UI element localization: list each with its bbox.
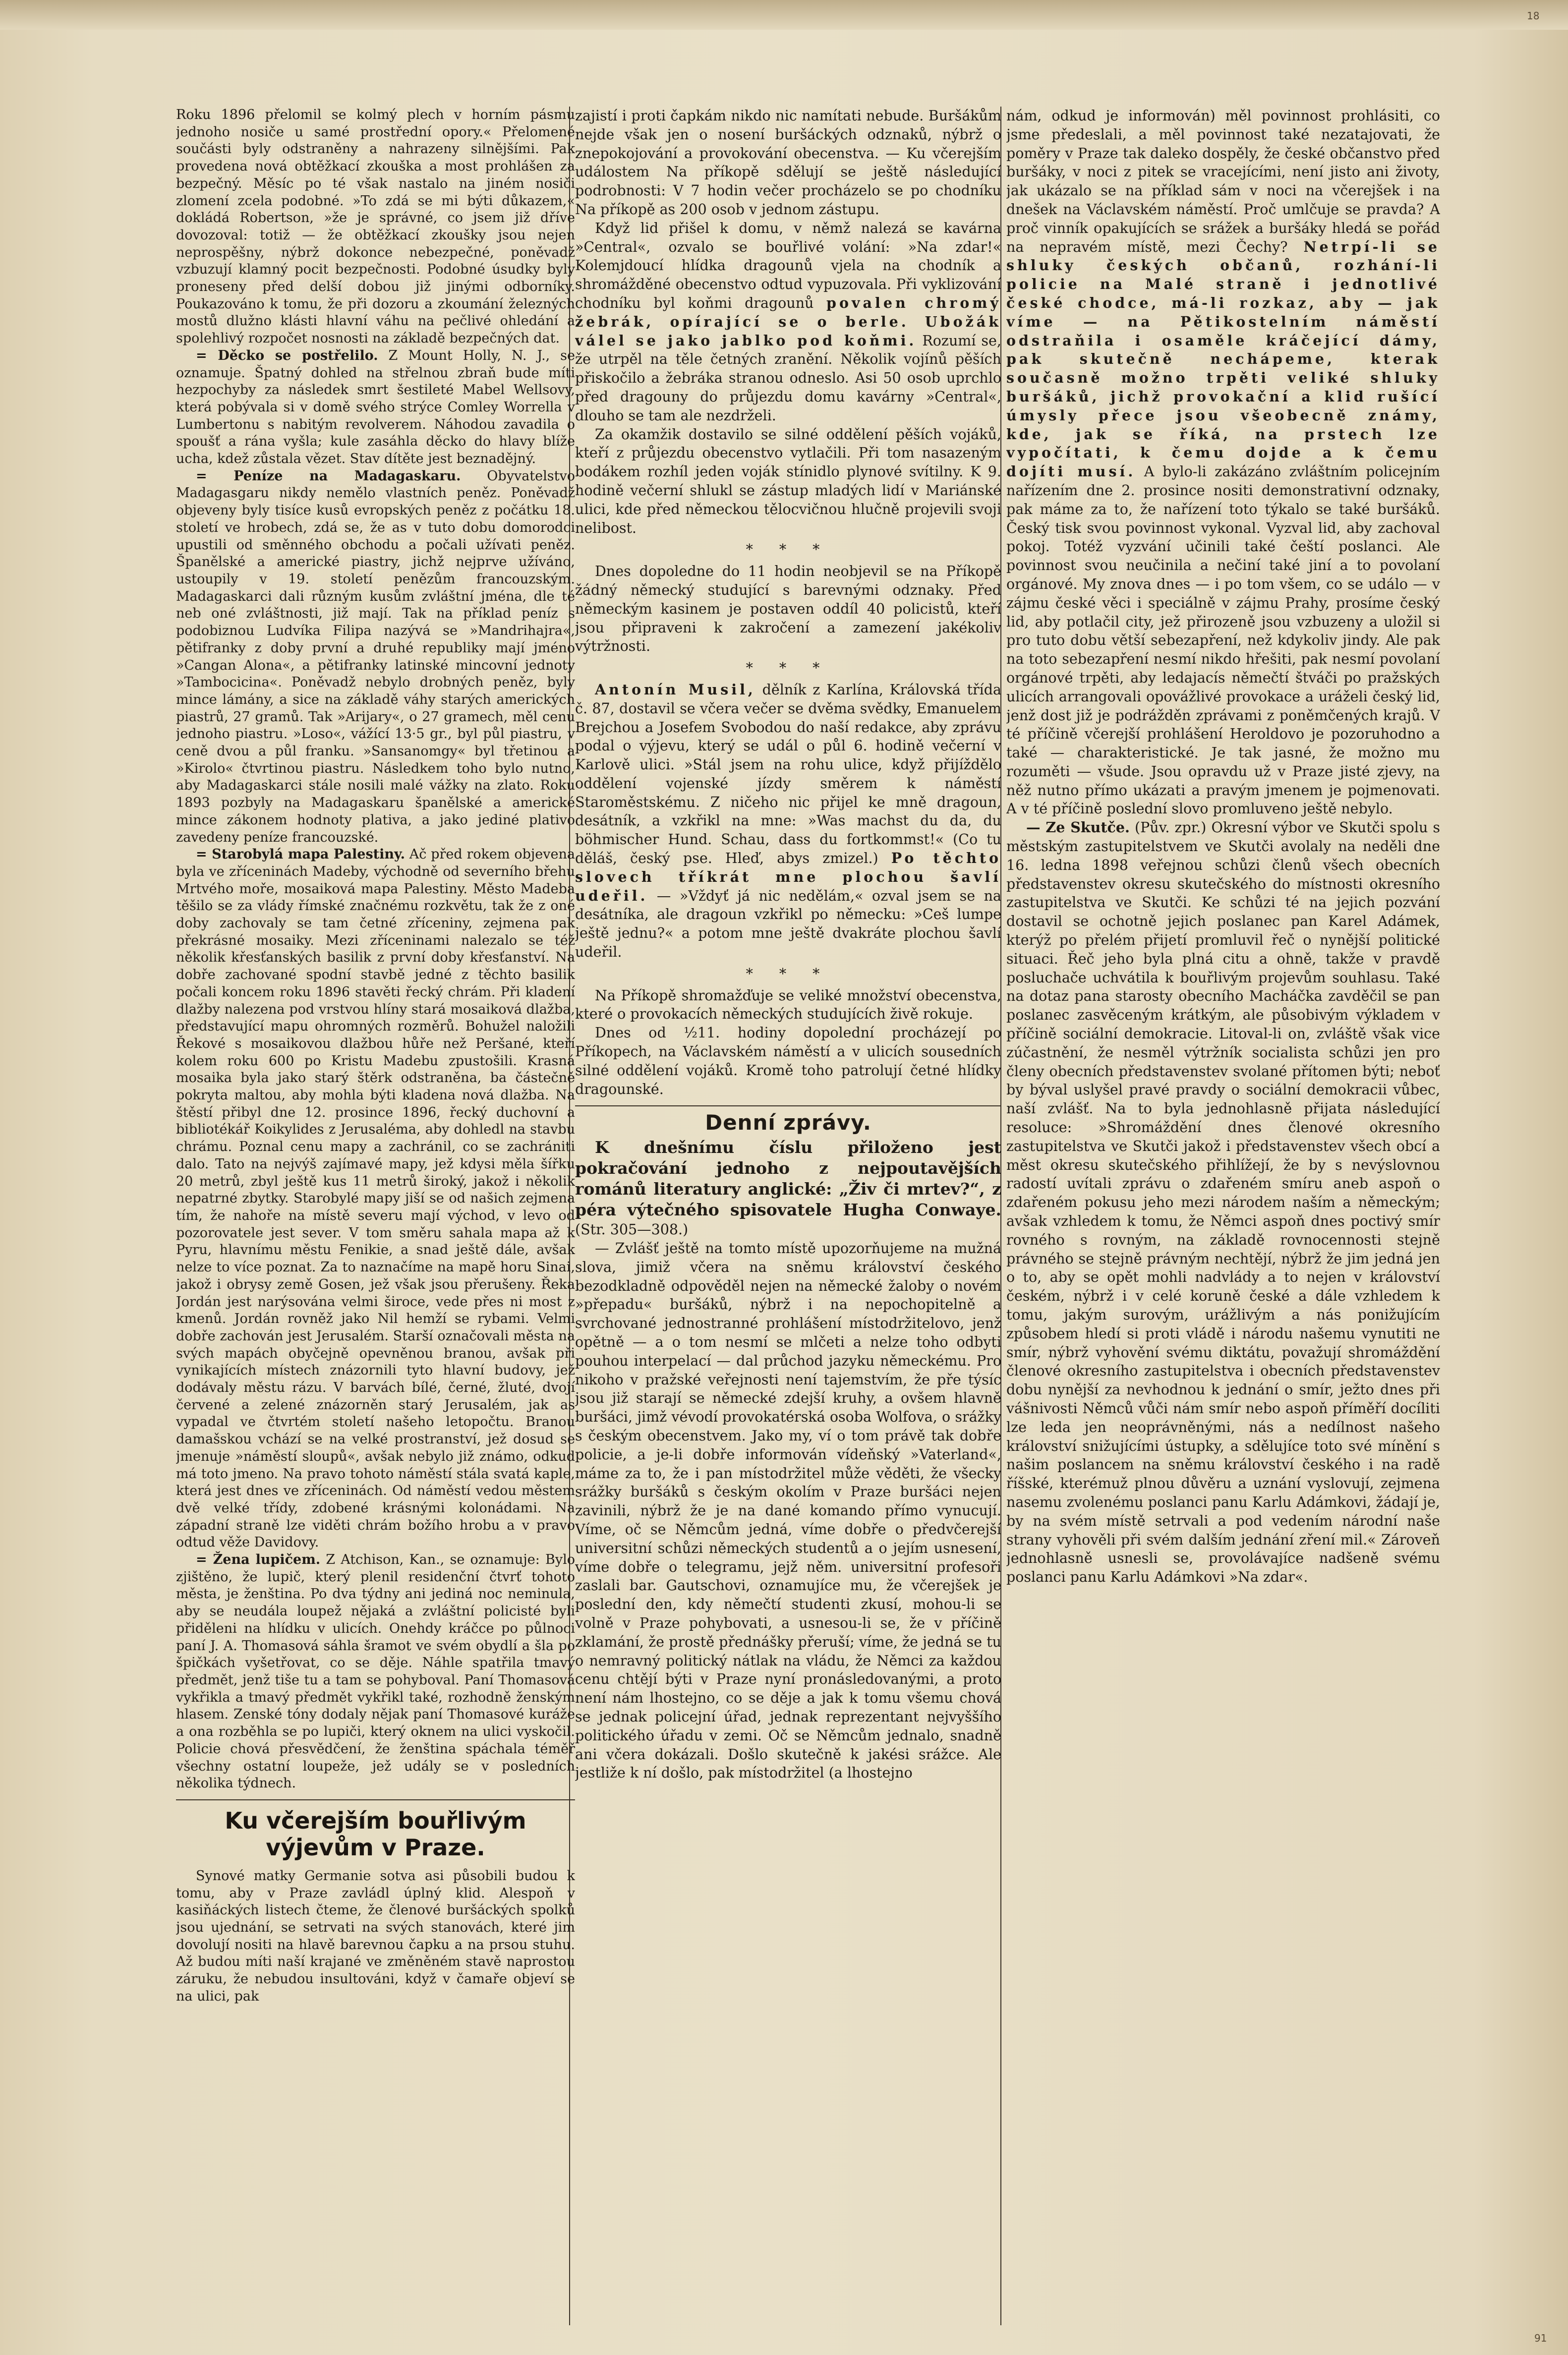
divider <box>575 1105 1001 1106</box>
asterism: * * * <box>746 965 831 982</box>
paragraph: Synové matky Germanie sotva asi působili budou k tomu, aby v Praze zavládl úplný klid. Alespoň v kasiňáckých listech čteme, že členové buršáckých spolků jsou ujednání, se setrvati na svých stanovách, které jim dovolují nositi na hlavě barevnou čapku a na prsou stuhu. Až budou míti naší krajané ve změněném stavě naprostou záruku, že nebudou insultováni, když v čamaře objeví se na ulici, pak <box>176 1868 575 2004</box>
text-run: Rozumí se, že utrpěl na těle četných zranění. Několik vojínů pěších přiskočilo a žebráka stranou odneslo. Asi 50 osob uprchlo před dragouny do průjezdu domu kavárny »Central«, dlouho se tam ale nezdrželi. <box>575 332 1001 424</box>
column-3 <box>1006 107 1440 2325</box>
asterism: * * * <box>746 660 831 677</box>
emphasis-text: Netrpí-li se shluky českých občanů, rozhání-li policie na Malé straně i jednotlivé české chodce, má-li rozkaz, aby — jak víme — na Pětikostelním náměstí odstraňila i osaměle kráčející dámy, pak skutečně nechápeme, kterak současně možno trpěti veliké shluky buršáků, jichž provokační a klid rušící úmysly přece jsou všeobecně známy, kde, jak se říká, na prstech lze vypočítati, k čemu dojde a k čemu dojíti musí. <box>1006 238 1440 480</box>
paragraph: Za okamžik dostavilo se silné oddělení pěších vojáků, kteří z průjezdu obecenstvo vytlačili. Při tom nasazeným bodákem rozhíl jeden voják stínidlo plynové svítilny. K 9. hodině večerní shlukl se zástup mladých lidí v Mariánské ulici, kde před německou tělocvičnou hlučně projevili svoji nelibost. <box>575 426 1001 536</box>
corner-mark-bottom: 91 <box>1534 2332 1547 2344</box>
news-item <box>176 846 575 1551</box>
item-heading: = Peníze na Madagaskaru. <box>196 468 461 484</box>
person-name: Antonín Musil, <box>595 681 756 698</box>
paragraph: Dnes od ½11. hodiny dopolední procházejí po Příkopech, na Václavském náměstí a v ulicích sousedních silné oddělení vojáků. Kromě toho patrolují četné hlídky dragounské. <box>575 1025 1001 1097</box>
emphasis-text: povalen chromý žebrák, opírající se o berle. Ubožák válel se jako jablko pod koňmi. <box>575 294 1001 349</box>
text-run: nám, odkud je informován) měl povinnost prohlásiti, co jsme předeslali, a měl povinnost také nezatajovati, že poměry v Praze tak daleko dospěly, že české občanstvo před buršáky, v noci z pitek se vracejícími, není jisto ani životy, jak ukázalo se na příklad sám v noci na včerejšek i na dnešek na Václavském náměstí. Proč umlčuje se pravda? A proč vinník opakujících se srážek a buršáky hledá se pořád na nepravém místě, mezi Čechy? <box>1006 108 1440 255</box>
item-heading: = Starobylá mapa Palestiny. <box>196 847 405 862</box>
paragraph: Roku 1896 přelomil se kolmý plech v horním pásmu jednoho nosiče u samé prostřední opory.« Přelomené součásti byly odstraněny a nahrazeny silnějšími. Pak provedena nová obtěžkací zkouška a most prohlášen za bezpečný. Měsíc po té však nastalo na jiném nosiči zlomení zcela podobné. »To zdá se mi býti důkazem,« dokládá Robertson, »že je správné, co jsem již dříve dovozoval: totiž — že obtěžkací zkoušky jsou nejen neprospěšny, nýbrž dokonce nebezpečné, poněvadž vzbuzují klamný pocit bezpečnosti. Podobné úsudky byly proneseny před delší dobou již jinými odborníky. Poukazováno k tomu, že při dozoru a zkoumání železných mostů dlužno klásti hlavní váhu na pečlivé ohledání a spolehlivý rozpočet nosnosti na základě bezpečných dat. <box>176 107 575 346</box>
column-1 <box>176 107 575 2325</box>
page-range: (Str. 305—308.) <box>575 1221 689 1238</box>
divider <box>176 1799 575 1800</box>
text-run: Když lid přišel k domu, v němž nalezá se kavárna »Central«, ozvalo se bouřlivé volání: »Na zdar!« Kolemjdoucí hlídka dragounů vjela na chodník a shromážděné obecenstvo odtud vypuzovala. Při vyklizování chodníku byl koňmi dragounů <box>575 220 1001 311</box>
notice-text: K dnešnímu číslu přiloženo jest pokračování jednoho z nejpoutavějších románů literatury anglické: <box>575 1138 1001 1199</box>
paragraph <box>1006 107 1440 818</box>
supplement-notice <box>575 1137 1001 1239</box>
paragraph <box>575 681 1001 962</box>
item-heading: = Žena lupičem. <box>196 1552 321 1568</box>
emphasis-text: Po těchto slovech tříkrát mne plochou šavlí udeřil. <box>575 850 1001 904</box>
column-2 <box>575 107 1001 2325</box>
paragraph: Dnes dopoledne do 11 hodin neobjevil se na Příkopě žádný německý studující s barevnými odznaky. Před německým kasinem je postaven oddíl 40 policistů, kteří jsou připraveni k zakročení a zamezení jakékoliv výtržnosti. <box>575 563 1001 655</box>
article-headline: Ku včerejším bouřlivým výjevům v Praze. <box>225 1807 526 1861</box>
text-run: A bylo-li zakázáno zvláštním policejním nařízením dne 2. prosince nositi demonstrativní odznaky, pak máme za to, že nařízení toto týkalo se také buršáků. Český tisk svou povinnost vykonal. Vyzval lid, aby zachoval pokoj. Totéž vyzvání učinili také čeští poslanci. Ale povinnost svou neučinila a nečiní také jiní a to povolaní orgánové. My znova dnes — i po tom všem, co se událo — v zájmu české věci i speciálně v zájmu Prahy, prosíme český lid, aby potlačil city, jež přirozeně jsou vzbuzeny a uložil si pro tuto dobu větší sebezapření, než kdykoliv jindy. Ale pak na toto sebezapření nesmí nikdo hřešiti, pak nesmí povolaní orgánové trpěti, aby ledajacís němečtí štváči po pražských ulicích arrangovali opovážlivé provokace a uráželi český lid, jenž dost již je podrážděn zprávami z poněmčených krajů. V té příčině včerejší prohlášení Heroldovo je pozoruhodno a také — charakteristické. Je tak jasné, že možno mu rozuměti — všude. Jsou opravdu už v Praze jisté zjevy, na něž nutno přímo ukázati a pravým jmenem je pojmenovati. A v té příčině poslední slovo promluveno ještě nebylo. <box>1006 463 1440 817</box>
item-text: Obyvatelstvo Madagasgaru nikdy nemělo vlastních peněz. Poněvadž objeveny byly tisíce kusů evropských peněz z počátku 18. století ve hrobech, zdá se, že as v tuto dobu domorodci upustili od směnného obchodu a počali užívati peněz. Španělské a americké piastry, jichž nejprve užíváno, ustoupily v 19. století penězům francouzským. Madagaskarci dali různým kusům zvláštní jména, dle té neb oné zvláštnosti, již mají. Tak na příklad peníz s podobiznou Ludvíka Filipa nazývá se »Mandrihajra«, pětifranky z doby první a druhé republiky mají jméno »Cangan Alona«, a pětifranky latinské mincovní jednoty »Tambocicina«. Poněvadž nebylo drobných peněz, byly mince lámány, a sice na základě váhy starých amerických piastrů, 27 gramů. Tak »Arijary«, o 27 gramech, měl cenu jednoho piastru. »Loso«, vážící 13·5 gr., byl půl piastru, v ceně dvou a půl franku. »Sansanomgy« byl třetinou a »Kirolo« čtvrtinou piastru. Následkem toho bylo nutno, aby Madagaskarci stále nosili malé vážky na zlato. Roku 1893 pozbyly na Madagaskaru španělské a americké mince zákonem hodnoty plativa, a jako jediné plativo zavedeny peníze francouzské. <box>176 468 575 845</box>
item-text: Z Mount Holly, N. J., se oznamuje. Špatný dohled na střelnou zbraň bude míti hezpochyby za následek smrt šestileté Mabel Wellsovy, která pobývala si v domě svého strýce Comley Worrella v Lumbertonu s nabitým revolverem. Náhodou zavadila o spoušť a rána vyšla; kule zasáhla děcko do hlavy blíže ucha, kdež zůstala vězet. Stav dítěte jest beznadějný. <box>176 347 575 467</box>
item-heading: — Ze Skutče. <box>1026 819 1130 836</box>
item-heading: = Děcko se postřelilo. <box>196 347 378 363</box>
item-text: (Pův. zpr.) Okresní výbor ve Skutči spolu s městským zastupitelstvem ve Skutči avolaly na neděli dne 16. ledna 1898 veřejnou schůzi členů všech obecních představenstev okresu skutečského do místnosti okresního zastupitelstva ve Skutči. Ke schůzi té na jejich pozvání dostavil se ochotně jejich poslanec pan Karel Adámek, kterýž po přelém přijetí promluvil řeč o nynější politické situaci. Řeč jeho byla plná citu a ohně, takže v pravdě posluchače uchvátila k bouřlivým projevům souhlasu. Také na dotaz pana starosty obecního Macháčka zavděčil se pan poslanec zasvěceným krátkým, ale působivým výkladem v příčině sociální demokracie. Litoval-li on, zvláště však vice zúčastnění, že nesměl výtržník socialista schůzi jen pro členy obecních představenstev svolané přítomen býti; neboť by býval uslyšel pravé pravdy o sociální demokracii vůbec, naší zvlášť. Na to byla jednohlasně přijata následující resoluce: »Shromáždění dnes členové okresního zastupitelstva ve Skutči jakož i představenstev všech obcí a měst okresu skutečského přihlížejí, že by s nevýslovnou radostí uvítali zprávu o zdařeném smíru aneb aspoň o zdařeném pokusu jeho mezi národem naším a německým; avšak vzhledem k tomu, že Němci aspoň dnes poctivý smír rovného s rovným, na základě rovnocennosti stejně právného se stejně právným nechtějí, nýbrž že jim jedná jen o to, aby se opět mohli nadvlády a to nejen v království českém, nýbrž i v celé koruně české a dále vzhledem k tomu, jakým surovým, urážlivým a nás ponižujícím způsobem hledí si proti vládě i národu našemu vynutiti ne smír, nýbrž vyhovění svému diktátu, považují shromáždění členové okresního zastupitelstva i obecních představenstev dobu nynější za nevhodnou k jednání o smír, ježto dnes při vášnivosti Němců vůči nám smír nebo aspoň příměří docíliti lze leda jen neoprávněnými, nás a nedílnost našeho království snižujícími ústupky, a sdělujíce toto své mínění s našim poslancem na sněmu království českého i na radě říšské, kterémuž plnou důvěru a uznání vyslovují, zejmena nasemu zvolenému poslanci panu Karlu Adámkovi, žádají je, by na svém místě setrvali a pod vedením národní naše strany vyhověli při svém dalším jednání zření mil.« Zároveň jednohlasně usnesli se, provolávajíce nadšeně svému poslanci panu Karlu Adámkovi »Na zdar«. <box>1006 819 1440 1586</box>
paragraph <box>575 219 1001 425</box>
paragraph: — Zvlášť ještě na tomto místě upozorňujeme na mužná slova, jimiž včera na sněmu království českého bezodkladně odpověděl nejen na německé žaloby o novém »přepadu« buršáků, nýbrž i na nepochopitelně a svrchované jednostranné prohlášení místodržitelovo, jenž opětně — a o tom nesmí se mlčeti a nelze toho odbyti pouhou interpelací — dal průchod jazyku německému. Pro nikoho v pražské veřejnosti není tajemstvím, že pře týsíc jsou již starají se německé zdejší kruhy, a ovšem hlavně buršáci, jimž vévodí provokatérská osoba Wolfova, o srážky s českým obecenstvem. Jako my, ví o tom právě tak dobře policie, a je-li dobře informován vídeňský »Vaterland«, máme za to, že i pan místodržitel může věděti, že všecky srážky buršáků s českým okolím v Praze buršáci nejen zavinili, nýbrž že je na dané komando přímo vynucují. Víme, oč se Němcům jedná, víme dobře o předvčerejší universitní schůzi německých studentů a o jejím usnesení, víme dobře o telegramu, jejž něm. universitní profesoři zaslali bar. Gautschovi, oznamujíce mu, že včerejšek je poslední den, kdy němečtí studenti zkusí, mohou-li se volně v Praze pohybovati, a usnesou-li se, že v příčině zklamání, že prostě přednášky přeruší; víme, že jedná se tu o nemravný politický nátlak na vládu, že Němci za každou cenu chtějí býti v Praze nyní pronásledovanými, a proto není nám lhostejno, co se děje a jak k tomu všemu chová se jednak policejní úřad, jednak reprezentant nejvyššího politického úřadu v zemi. Oč se Němcům jednalo, snadně ani včera dokázali. Došlo skutečně k jakési srážce. Ale jestliže k ní došlo, pak místodržitel (a lhostejno <box>575 1240 1001 1781</box>
novel-title: „Živ či mrtev?“, z péra výtečného spisovatele Hugha Conwaye. <box>575 1179 1001 1220</box>
page-top-edge <box>0 0 1568 30</box>
item-text: Z Atchison, Kan., se oznamuje: Bylo zjištěno, že lupič, který plenil residenční čtvrť tohoto města, je ženština. Po dva týdny ani jediná noc neminula, aby se neudála loupež nějaká a zvláštní policisté byli přiděleni na hlídku v ulicích. Onehdy kráčce po půlnoci paní J. A. Thomasová sáhla šramot ve svém obydlí a šla po špičkách vyšetřovat, co se děje. Náhle spatřila tmavý předmět, jenž tiše tu a tam se pohyboval. Paní Thomasová vykřikla a tmavý předmět vykřikl také, rozhodně ženským hlasem. Zenské tóny dodaly nějak paní Thomasové kuráže a ona rozběhla se po lupiči, který oknem na ulici vyskočil. Policie chová přesvědčení, že ženština spáchala téměř všechny ostatní loupeže, jež udály se v posledních několika týdnech. <box>176 1552 575 1791</box>
corner-mark: 18 <box>1527 10 1540 22</box>
news-item <box>176 468 575 846</box>
section-heading: Denní zprávy. <box>705 1110 871 1135</box>
text-run: — »Vždyť já nic nedělám,« ozval jsem se na desátníka, ale dragoun vzkřikl po německu: »Ceš lumpe ještě jednu?« a potom mne ještě dvakráte plochou šavlí udeřil. <box>575 887 1001 961</box>
paragraph: zajistí i proti čapkám nikdo nic namítati nebude. Buršákům nejde však jen o nosení buršáckých odznaků, nýbrž o znepokojování a provokování obecenstva. — Ku včerejším událostem Na příkopě sdělují se ještě následující podrobnosti: V 7 hodin večer procházelo se po chodníku Na příkopě as 200 osob v jednom zástupu. <box>575 108 1001 218</box>
news-item <box>176 347 575 468</box>
news-item <box>176 1551 575 1792</box>
item-text: Ač před rokem objevena byla ve zříceninách Madeby, východně od severního břehu Mrtvého moře, mosaiková mapa Palestiny. Město Madeba těšilo se za vlády římské značnému rozkvětu, tak že z oné doby zachovaly se tam četné zříceniny, zejmena pak překrásné mosaiky. Mezi zříceninami nalezalo se též několik křesťanských basilik z první doby křesťanství. Na dobře zachované spodní stavbě jedné z těchto basilik počali koncem roku 1896 stavěti řecký chrám. Při kladení dlažby nalezena pod vrstvou hlíny stará mosaiková dlažba, představující mapu ohromných rozměrů. Bohužel naložili Řekové s mosaikovou dlažbou hůře než Peršané, kteří kolem roku 600 po Kristu Madebu zpustošili. Krasná mosaika byla jako starý štěrk odstraněna, ba částečně pokryta maltou, aby mohla býti kladena nová dlažba. Na štěstí přibyl dne 12. prosince 1896, řecký duchovní a bibliotékář Koikylides z Jerusaléma, aby dohledl na stavbu chrámu. Poznal cenu mapy a zachránil, co se zachrániti dalo. Tato na nejvýš zajímavé mapy, jež kdysi měla šířku 20 metrů, zbyl ještě kus 11 metrů široký, jakož i několik nepatrné zbytky. Starobylé mapy jiší se od našich zejmena tím, že nahoře na místě severu mají východ, v levo od pozorovatele jest sever. V tom směru sahala mapa až k Pyru, hlavnímu městu Fenikie, a snad ještě dále, avšak nelze to více poznat. Za to naznačíme na mapě horu Sinai, jakož i obrysy země Gosen, jež však jsou přerušeny. Řeka Jordán jest narýsována velmi široce, vede přes ni most z kmenů. Jordán rovněž jako Nil hemží se rybami. Velmi dobře zachován jest Jerusalém. Starší označovali města na svých mapách obyčejně opevněnou branou, avšak při vynikajících místech znázornili tyto hlavní budovy, jež dodávaly městu rázu. V barvách bílé, černé, žluté, dvojí červené a zelené znázorněn starý Jerusalém, jak as vypadal ve čtvrtém století našeho letopočtu. Branou damašskou vchází se na velké prostranství, jež dosud se jmenuje »náměstí sloupů«, avšak nebylo již známo, odkud má toto jmeno. Na pravo tohoto náměstí stála svatá kaple, která jest dnes ve zříceninách. Od náměstí vedou městem dvě velké třídy, zdobené krásnými kolonádami. Na západní straně lze viděti chrám božího hrobu a v pravo odtud věže Davidovy. <box>176 847 575 1551</box>
text-run: dělník z Karlína, Královská třída č. 87, dostavil se včera večer se dvěma svědky, Emanuelem Brejchou a Josefem Svobodou do naší redakce, aby zprávu podal o výjevu, který se udál o půl 6. hodině večerní v Karlově ulici. »Stál jsem na rohu ulice, když přijíždělo oddělení vojenské jízdy směrem k náměstí Staroměstskému. Z ničeho nic přijel ke mně dragoun, desátník, a vzkřikl na mne: »Was machst du da, du böhmischer Hund. Schau, dass du fortkommst!« (Co tu děláš, český pse. Hleď, abys zmizel.) <box>575 681 1001 867</box>
news-item <box>1006 818 1440 1587</box>
asterism: * * * <box>746 541 831 558</box>
paragraph: Na Příkopě shromažďuje se veliké množství obecenstva, které o provokacích německých studujících živě rokuje. <box>575 987 1001 1023</box>
